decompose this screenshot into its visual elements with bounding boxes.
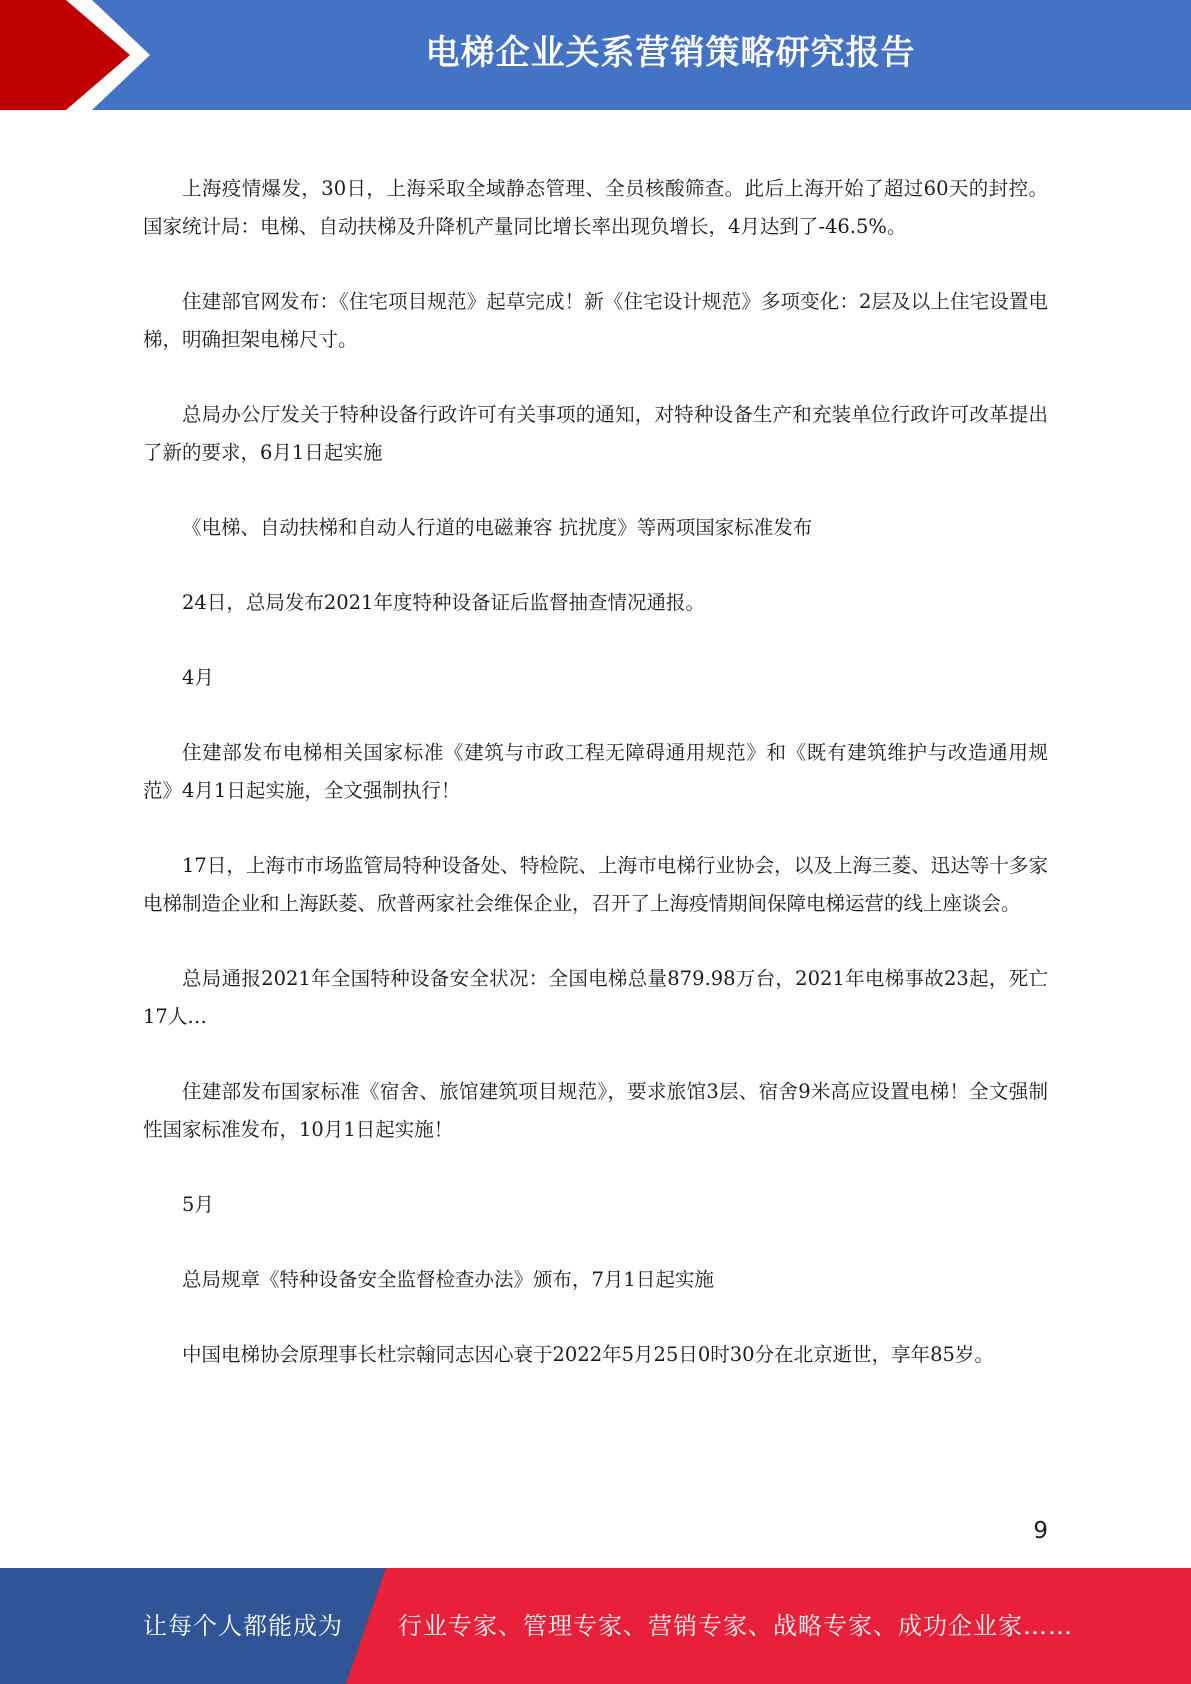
footer-slogan-right: 行业专家、管理专家、营销专家、战略专家、成功企业家……: [398, 1612, 1073, 1640]
paragraph: 总局通报2021年全国特种设备安全状况：全国电梯总量879.98万台，2021年电梯事故23起，死亡17人…: [143, 967, 1048, 1028]
month-heading: 4月: [182, 666, 214, 689]
paragraph: 《电梯、自动扶梯和自动人行道的电磁兼容 抗扰度》等两项国家标准发布: [182, 516, 813, 539]
paragraph: 中国电梯协会原理事长杜宗翰同志因心衰于2022年5月25日0时30分在北京逝世，享年85岁。: [182, 1343, 994, 1366]
paragraph: 17日，上海市市场监管局特种设备处、特检院、上海市电梯行业协会，以及上海三菱、迅达等十多家电梯制造企业和上海跃菱、欣普两家社会维保企业，召开了上海疫情期间保障电梯运营的线上座谈会。: [143, 854, 1048, 915]
paragraph: 上海疫情爆发，30日，上海采取全域静态管理、全员核酸筛查。此后上海开始了超过60天的封控。国家统计局：电梯、自动扶梯及升降机产量同比增长率出现负增长，4月达到了-46.5%。: [143, 177, 1048, 238]
page-content: [143, 170, 1048, 1411]
paragraph: 24日，总局发布2021年度特种设备证后监督抽查情况通报。: [182, 591, 705, 614]
paragraph: 总局规章《特种设备安全监督检查办法》颁布，7月1日起实施: [182, 1268, 714, 1291]
red-chevron-icon: [0, 0, 160, 110]
paragraph: 总局办公厅发关于特种设备行政许可有关事项的通知，对特种设备生产和充装单位行政许可改革提出了新的要求，6月1日起实施: [143, 403, 1048, 464]
page-header: [0, 0, 1191, 110]
paragraph: 住建部发布国家标准《宿舍、旅馆建筑项目规范》，要求旅馆3层、宿舍9米高应设置电梯！全文强制性国家标准发布，10月1日起实施！: [143, 1080, 1048, 1141]
paragraph: 住建部官网发布：《住宅项目规范》起草完成！新《住宅设计规范》多项变化：2层及以上住宅设置电梯，明确担架电梯尺寸。: [143, 290, 1048, 351]
paragraph: 住建部发布电梯相关国家标准《建筑与市政工程无障碍通用规范》和《既有建筑维护与改造通用规范》4月1日起实施，全文强制执行！: [143, 741, 1048, 802]
page-number: 9: [1033, 1518, 1048, 1544]
month-heading: 5月: [182, 1193, 214, 1216]
page-footer: [0, 1568, 1191, 1684]
report-title: 电梯企业关系营销策略研究报告: [425, 33, 916, 73]
footer-slogan-left: 让每个人都能成为: [143, 1612, 343, 1640]
